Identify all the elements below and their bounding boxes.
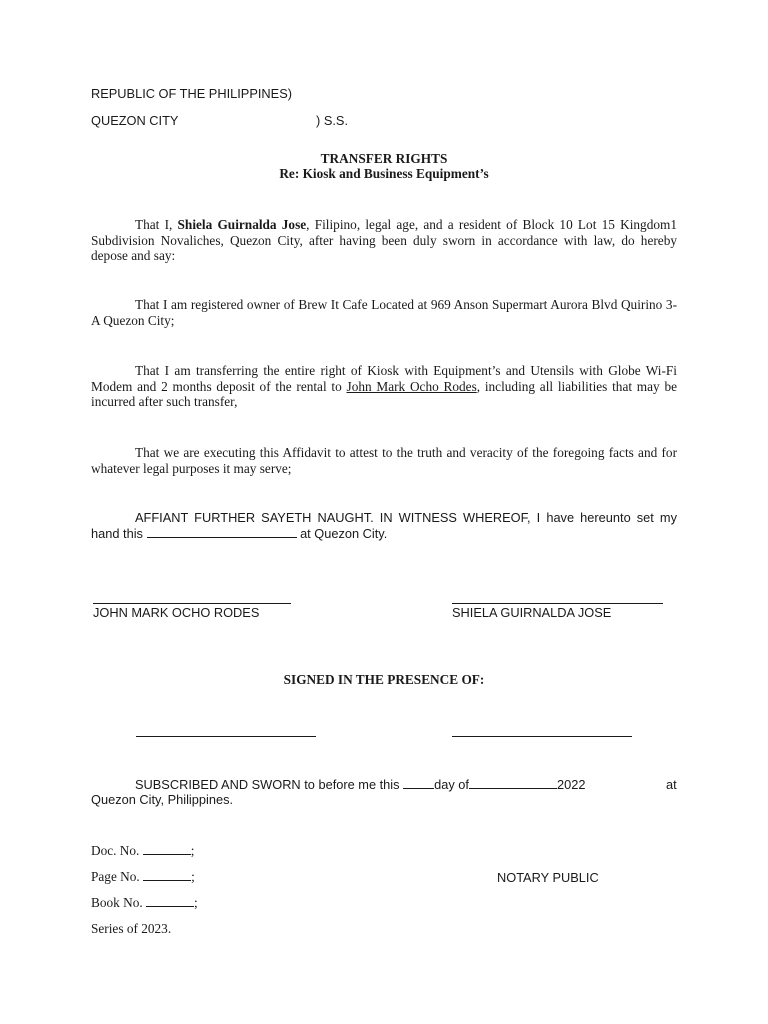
signatory-right-name: SHIELA GUIRNALDA JOSE bbox=[452, 605, 612, 620]
month-blank bbox=[469, 777, 557, 789]
date-blank bbox=[147, 526, 297, 538]
page-no-blank bbox=[143, 869, 191, 881]
paragraph-ownership bbox=[91, 297, 677, 328]
republic-header: REPUBLIC OF THE PHILIPPINES) bbox=[91, 86, 293, 101]
paragraph-affiant-identity bbox=[91, 217, 677, 264]
paragraph-transfer bbox=[91, 363, 677, 410]
transferee-name: John Mark Ocho Rodes bbox=[346, 378, 477, 394]
p1-intro: That I, bbox=[135, 217, 178, 232]
page-no-field: Page No. ; bbox=[91, 869, 195, 884]
witness-line-left bbox=[136, 736, 316, 737]
presence-heading: SIGNED IN THE PRESENCE OF: bbox=[283, 672, 485, 687]
p5-intro: AFFIANT FURTHER SAYETH NAUGHT. IN WITNESS WHEREOF, I have hereunto set my hand this bbox=[91, 510, 677, 541]
jurat-day-of: day of bbox=[434, 777, 469, 792]
p4-text: That we are executing this Affidavit to attest to the truth and veracity of the foregoing facts and for whatever legal purposes it may serve; bbox=[91, 445, 677, 476]
book-no-blank bbox=[146, 895, 194, 907]
document-title: TRANSFER RIGHTS bbox=[320, 151, 448, 166]
city-header: QUEZON CITY bbox=[91, 113, 179, 128]
doc-no-label: Doc. No. bbox=[91, 843, 140, 858]
jurat-line bbox=[135, 777, 585, 792]
jurat-intro: SUBSCRIBED AND SWORN to before me this bbox=[135, 777, 400, 792]
doc-no-field: Doc. No. ; bbox=[91, 843, 195, 858]
notary-public-label: NOTARY PUBLIC bbox=[497, 870, 599, 885]
jurat-year: 2022 bbox=[556, 777, 586, 792]
p3-intro: That I am transferring the entire right of Kiosk with Equipment’s and Utensils with Globe Wi-Fi Modem and 2 months deposit of the rental to bbox=[91, 363, 677, 394]
jurat-at: at bbox=[666, 777, 677, 792]
affiant-name: Shiela Guirnalda Jose bbox=[177, 217, 307, 232]
p2-text: That I am registered owner of Brew It Cafe Located at 969 Anson Supermart Aurora Blvd Quirino 3-A Quezon City; bbox=[91, 297, 677, 328]
day-blank bbox=[403, 777, 434, 789]
witness-line-right bbox=[452, 736, 632, 737]
book-no-label: Book No. bbox=[91, 895, 143, 910]
document-subtitle: Re: Kiosk and Business Equipment’s bbox=[279, 166, 489, 181]
paragraph-witness bbox=[91, 510, 677, 541]
jurat-location: Quezon City, Philippines. bbox=[91, 792, 234, 807]
p1-rest: , Filipino, legal age, and a resident of Block 10 Lot 15 Kingdom1 Subdivision Novaliches, Quezon City, after having been duly sworn in accordance with law, do hereby depose and say: bbox=[91, 217, 677, 263]
ss-marker: ) S.S. bbox=[316, 113, 348, 128]
series-label: Series of 2023. bbox=[91, 921, 172, 936]
signature-line-left bbox=[93, 603, 291, 604]
signatory-left-name: JOHN MARK OCHO RODES bbox=[93, 605, 260, 620]
doc-no-blank bbox=[143, 843, 191, 855]
page-no-label: Page No. bbox=[91, 869, 140, 884]
paragraph-purpose bbox=[91, 445, 677, 476]
p3-rest: , including all liabilities that may be incurred after such transfer, bbox=[91, 378, 677, 409]
p5-rest: at Quezon City. bbox=[300, 525, 388, 541]
signature-line-right bbox=[452, 603, 663, 604]
book-no-field: Book No. ; bbox=[91, 895, 198, 910]
